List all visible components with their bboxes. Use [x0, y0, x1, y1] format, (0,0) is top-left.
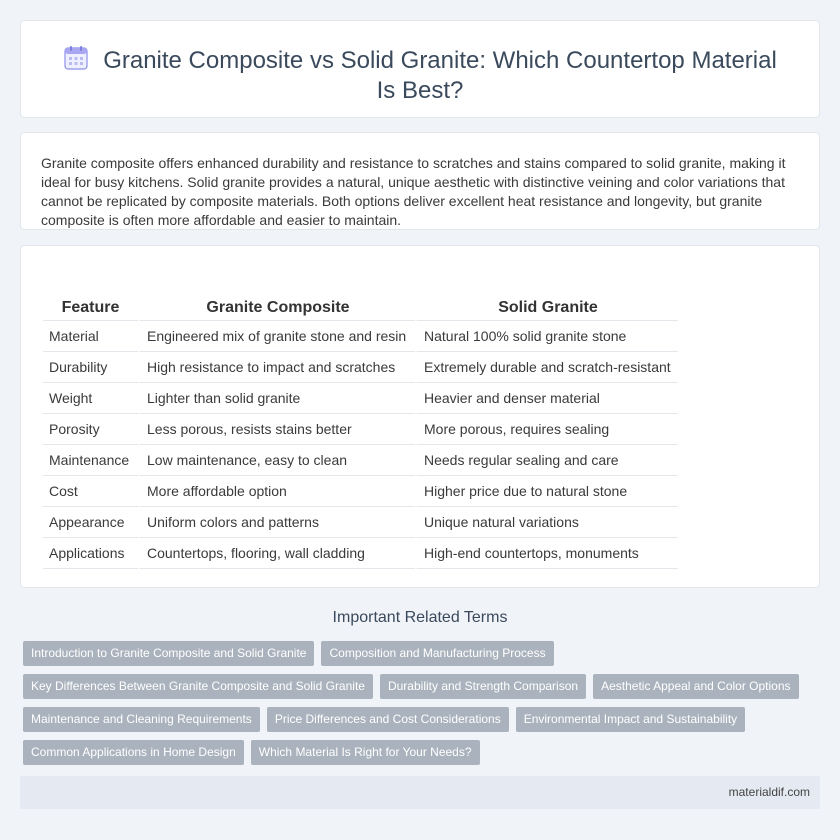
header-feature: Feature	[43, 294, 138, 321]
related-term-tag[interactable]: Which Material Is Right for Your Needs?	[251, 740, 480, 765]
cell-composite: Countertops, flooring, wall cladding	[138, 538, 415, 569]
title-card	[20, 20, 820, 118]
cell-feature: Material	[43, 321, 138, 352]
cell-solid: High-end countertops, monuments	[415, 538, 678, 569]
table-row	[43, 445, 678, 476]
cell-composite: High resistance to impact and scratches	[138, 352, 415, 383]
page-title-wrap	[61, 45, 779, 106]
related-term-tag[interactable]: Introduction to Granite Composite and Solid Granite	[23, 641, 314, 666]
cell-solid: Unique natural variations	[415, 507, 678, 538]
cell-solid: Needs regular sealing and care	[415, 445, 678, 476]
page-title: Granite Composite vs Solid Granite: Which Countertop Material Is Best?	[103, 47, 777, 104]
header-solid-granite: Solid Granite	[415, 294, 678, 321]
summary-card	[20, 132, 820, 230]
related-term-tag[interactable]: Common Applications in Home Design	[23, 740, 244, 765]
cell-composite: Less porous, resists stains better	[138, 414, 415, 445]
related-term-tag[interactable]: Aesthetic Appeal and Color Options	[593, 674, 798, 699]
summary-text: Granite composite offers enhanced durability and resistance to scratches and stains compared to solid granite, making it ideal for busy kitchens. Solid granite provides a natural, unique aesthetic with distinctive veining and color variations that cannot be replicated by composite materials. Both options deliver excellent heat resistance and longevity, but granite composite is often more affordable and easier to maintain.	[41, 155, 786, 228]
cell-solid: Natural 100% solid granite stone	[415, 321, 678, 352]
cell-feature: Durability	[43, 352, 138, 383]
cell-composite: Uniform colors and patterns	[138, 507, 415, 538]
cell-composite: Lighter than solid granite	[138, 383, 415, 414]
footer-site-link[interactable]: materialdif.com	[728, 785, 810, 799]
comparison-card	[20, 245, 820, 588]
related-terms-heading: Important Related Terms	[332, 609, 508, 626]
cell-solid: More porous, requires sealing	[415, 414, 678, 445]
table-header-row	[43, 294, 678, 321]
cell-feature: Porosity	[43, 414, 138, 445]
cell-solid: Heavier and denser material	[415, 383, 678, 414]
related-terms-list	[23, 641, 813, 765]
cell-feature: Weight	[43, 383, 138, 414]
cell-feature: Appearance	[43, 507, 138, 538]
table-row	[43, 352, 678, 383]
related-term-tag[interactable]: Price Differences and Cost Considerations	[267, 707, 509, 732]
cell-composite: Low maintenance, easy to clean	[138, 445, 415, 476]
table-row	[43, 321, 678, 352]
cell-composite: Engineered mix of granite stone and resin	[138, 321, 415, 352]
related-term-tag[interactable]: Maintenance and Cleaning Requirements	[23, 707, 260, 732]
header-granite-composite: Granite Composite	[138, 294, 415, 321]
related-term-tag[interactable]: Environmental Impact and Sustainability	[516, 707, 745, 732]
footer-bar	[20, 776, 820, 809]
table-row	[43, 538, 678, 569]
related-term-tag[interactable]: Durability and Strength Comparison	[380, 674, 586, 699]
table-row	[43, 414, 678, 445]
cell-solid: Higher price due to natural stone	[415, 476, 678, 507]
related-term-tag[interactable]: Key Differences Between Granite Composite and Solid Granite	[23, 674, 373, 699]
related-term-tag[interactable]: Composition and Manufacturing Process	[321, 641, 553, 666]
cell-feature: Applications	[43, 538, 138, 569]
table-row	[43, 383, 678, 414]
table-row	[43, 476, 678, 507]
cell-feature: Cost	[43, 476, 138, 507]
calendar-icon	[63, 45, 89, 71]
cell-feature: Maintenance	[43, 445, 138, 476]
cell-composite: More affordable option	[138, 476, 415, 507]
cell-solid: Extremely durable and scratch-resistant	[415, 352, 678, 383]
table-row	[43, 507, 678, 538]
comparison-table	[43, 294, 678, 569]
